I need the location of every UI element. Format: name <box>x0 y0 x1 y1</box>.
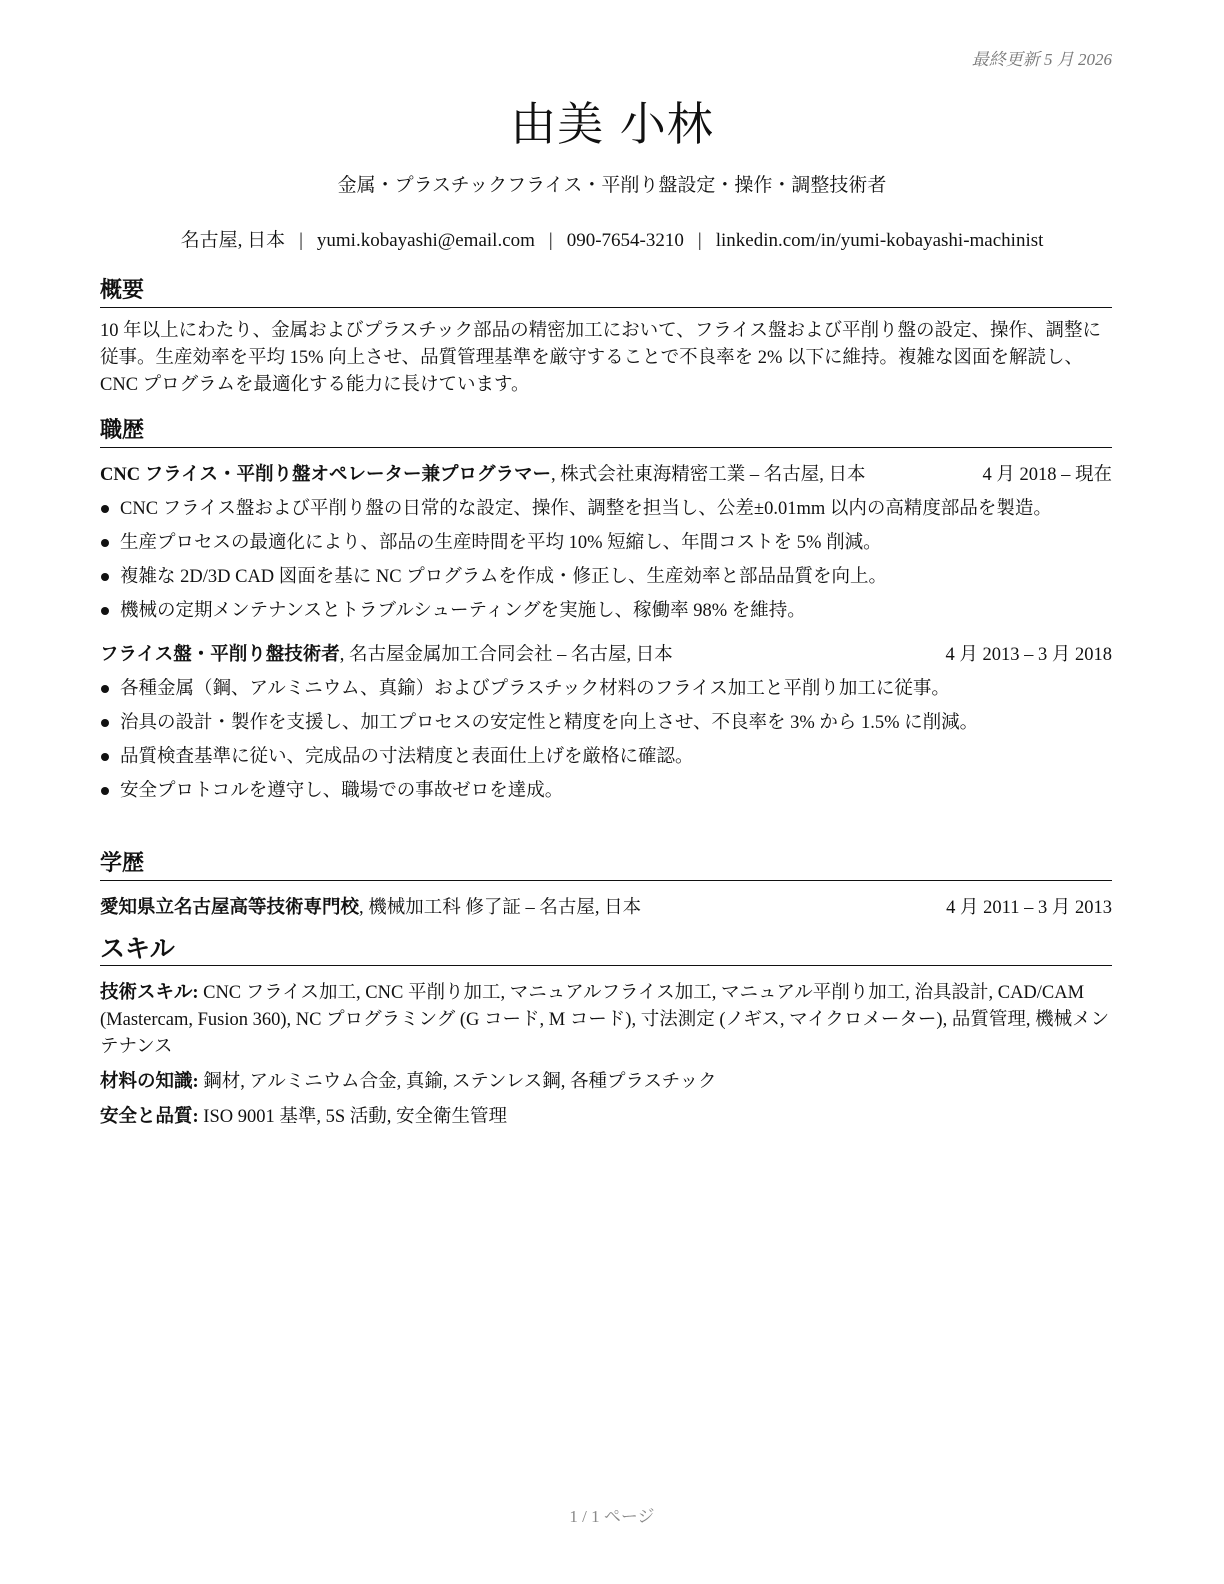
contact-line <box>0 225 1224 252</box>
skill-value: 鋼材, アルミニウム合金, 真鍮, ステンレス鋼, 各種プラスチック <box>198 1072 717 1092</box>
job-dates: 4 月 2013 – 3 月 2018 <box>945 645 1112 665</box>
job-bullet <box>100 492 1112 526</box>
skill-row <box>100 1104 1112 1131</box>
skill-row <box>100 1069 1112 1096</box>
education-detail: , 機械加工科 修了証 – 名古屋, 日本 <box>359 898 642 918</box>
bullet-dot <box>101 787 109 795</box>
bullet-text: 複雑な 2D/3D CAD 図面を基に NC プログラムを作成・修正し、生産効率と部品品質を向上。 <box>120 567 888 587</box>
bullet-text: 品質検査基準に従い、完成品の寸法精度と表面仕上げを厳格に確認。 <box>120 747 694 767</box>
job-entry <box>100 462 1112 628</box>
summary-title: 概要 <box>100 277 1112 308</box>
job-bullet <box>100 560 1112 594</box>
skill-row <box>100 980 1112 1061</box>
bullet-text: 機械の定期メンテナンスとトラブルシューティングを実施し、稼働率 98% を維持。 <box>120 601 806 621</box>
education-school: 愛知県立名古屋高等技術専門校 <box>100 898 360 918</box>
bullet-dot <box>101 753 109 761</box>
bullet-text: 生産プロセスの最適化により、部品の生産時間を平均 10% 短縮し、年間コストを 5% 削減。 <box>120 533 882 553</box>
contact-separator: | <box>697 230 702 251</box>
bullet-text: 安全プロトコルを遵守し、職場での事故ゼロを達成。 <box>120 781 564 801</box>
bullet-dot <box>101 685 109 693</box>
bullet-dot <box>101 505 109 513</box>
job-title: CNC フライス・平削り盤オペレーター兼プログラマー <box>100 465 551 485</box>
education-section <box>100 850 1112 921</box>
page-indicator: 1 / 1 ページ <box>569 1507 655 1526</box>
bullet-dot <box>101 539 109 547</box>
skill-label: 技術スキル: <box>100 983 199 1003</box>
job-bullet <box>100 672 1112 706</box>
skills-section <box>100 935 1112 1139</box>
job-bullet <box>100 774 1112 808</box>
experience-section <box>100 417 1112 808</box>
summary-section <box>100 277 1112 399</box>
summary-text: 10 年以上にわたり、金属およびプラスチック部品の精密加工において、フライス盤および平削り盤の設定、操作、調整に従事。生産効率を平均 15% 向上させ、品質管理基準を厳守することで不良率を 2% 以下に維持。複雑な図面を解読し、CNC プログラムを最適化する能力に長けています。 <box>100 321 1102 395</box>
job-dates: 4 月 2018 – 現在 <box>982 465 1112 485</box>
bullet-text: CNC フライス盤および平削り盤の日常的な設定、操作、調整を担当し、公差±0.01mm 以内の高精度部品を製造。 <box>120 499 1052 519</box>
bullet-dot <box>101 573 109 581</box>
contact-separator: | <box>299 230 303 251</box>
skills-title: スキル <box>100 935 1112 966</box>
contact-phone[interactable]: 090-7654-3210 <box>566 230 684 251</box>
contact-location: 名古屋, 日本 <box>180 230 286 251</box>
education-dates: 4 月 2011 – 3 月 2013 <box>946 898 1112 918</box>
contact-linkedin[interactable]: linkedin.com/in/yumi-kobayashi-machinist <box>715 230 1044 251</box>
job-company: , 株式会社東海精密工業 – 名古屋, 日本 <box>550 465 866 485</box>
contact-email[interactable]: yumi.kobayashi@email.com <box>316 230 535 251</box>
skill-label: 材料の知識: <box>100 1072 199 1092</box>
skill-label: 安全と品質: <box>100 1107 199 1127</box>
contact-separator: | <box>548 230 553 251</box>
last-updated: 最終更新 5 月 2026 <box>971 50 1112 69</box>
education-title: 学歴 <box>100 850 1112 881</box>
resume-name: 由美 小林 <box>510 97 714 151</box>
bullet-dot <box>101 607 109 615</box>
job-bullet <box>100 594 1112 628</box>
experience-title: 職歴 <box>100 417 1112 448</box>
job-company: , 名古屋金属加工合同会社 – 名古屋, 日本 <box>339 645 673 665</box>
skill-value: CNC フライス加工, CNC 平削り加工, マニュアルフライス加工, マニュアル平削り加工, 治具設計, CAD/CAM (Mastercam, Fusion 360), NC プログラミング (G コード, M コード), 寸法測定 (ノギス, マイクロメーター), 品質管理, 機械メンテナンス <box>100 983 1110 1057</box>
job-title: フライス盤・平削り盤技術者 <box>100 645 340 665</box>
bullet-dot <box>101 719 109 727</box>
job-entry <box>100 642 1112 808</box>
job-bullet <box>100 740 1112 774</box>
bullet-text: 治具の設計・製作を支援し、加工プロセスの安定性と精度を向上させ、不良率を 3% から 1.5% に削減。 <box>120 713 979 733</box>
skill-value: ISO 9001 基準, 5S 活動, 安全衛生管理 <box>198 1107 508 1127</box>
resume-headline: 金属・プラスチックフライス・平削り盤設定・操作・調整技術者 <box>337 175 887 196</box>
job-bullet <box>100 706 1112 740</box>
job-bullet <box>100 526 1112 560</box>
bullet-text: 各種金属（鋼、アルミニウム、真鍮）およびプラスチック材料のフライス加工と平削り加工に従事。 <box>120 679 950 699</box>
